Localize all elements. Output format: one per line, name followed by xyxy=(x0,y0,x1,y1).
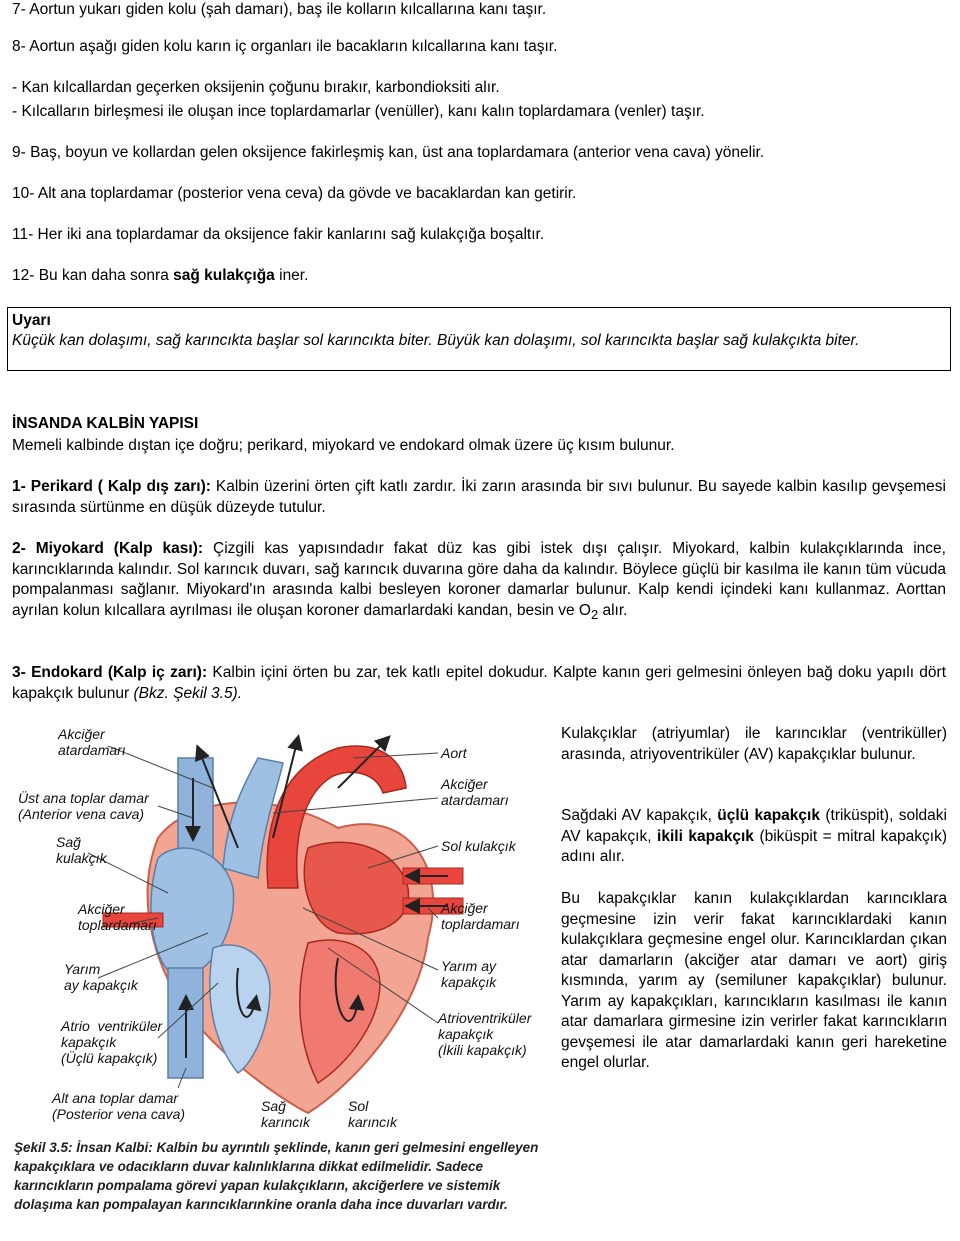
label-text: Sağ kulakçık xyxy=(56,834,107,866)
ikili-kapakcik: ikili kapakçık xyxy=(657,827,754,845)
paragraph-endokard xyxy=(12,663,946,704)
line-kan: - Kan kılcallardan geçerken oksijenin çoğunu bırakır, karbondioksiti alır. xyxy=(12,79,500,96)
label-ust-ana-toplar-damar xyxy=(18,790,149,822)
warning-box xyxy=(7,307,951,371)
label-text: Akciğer atardamarı xyxy=(58,726,126,758)
label-sol-karincik xyxy=(348,1098,397,1130)
label-text: Atrioventriküler kapakçık (İkili kapakçık) xyxy=(438,1010,532,1058)
line-11: 11- Her iki ana toplardamar da oksijence fakir kanlarını sağ kulakçığa boşaltır. xyxy=(12,226,545,243)
uclu-kapakcik: üçlü kapakçık xyxy=(717,807,820,824)
figure-caption xyxy=(14,1138,542,1214)
line-kilcal: - Kılcalların birleşmesi ile oluşan ince toplardamarlar (venüller), kanı kalın toplardamara (venler) taşır. xyxy=(12,103,705,120)
label-text: Yarım ay kapakçık xyxy=(441,958,497,990)
label-alt-ana-toplar-damar xyxy=(52,1090,185,1122)
perikard-head: 1- Perikard ( Kalp dış zarı): xyxy=(12,478,211,495)
label-text: Aort xyxy=(441,745,467,761)
line-9: 9- Baş, boyun ve kollardan gelen oksijence fakirleşmiş kan, üst ana toplardamara (anterior vena cava) yönelir. xyxy=(12,144,765,161)
caption-head: Şekil 3.5: İnsan Kalbi: xyxy=(14,1140,153,1155)
side-paragraph-3: Bu kapakçıklar kanın kulakçıklardan karıncıklara geçmesine izin verir fakat karıncıklardaki kanın kulakçıklara geçmesine engel olur. Karıncıklardan çıkan atar damarların (akciğer atar damarı ve aort) giriş kısmında, yarım ay (semiluner kapakçıklar) bulunur. Yarım ay kapakçıkları, karıncıkların kasılması ile kanın atar damarlara girmesine izin verirler fakat karıncıkların gevşemesi ile atar damarlardaki kanın geri hareketine engel olurlar. xyxy=(561,890,947,1071)
paragraph-miyokard xyxy=(12,539,946,625)
label-aort xyxy=(441,745,467,761)
heart-figure xyxy=(8,718,540,1130)
label-yarim-ay-left xyxy=(64,961,138,993)
o2-subscript: 2 xyxy=(590,606,599,622)
side-2-c: (triküspit), soldaki AV kapakçık, xyxy=(561,807,947,845)
label-akciger-toplardamari-right xyxy=(441,900,520,932)
endokard-text: Kalbin içini örten bu zar, tek katlı epitel dokudur. Kalpte kanın geri gelmesini önleyen bağ doku yapılı dört kapakçık bulunur xyxy=(12,664,946,702)
label-text: Akciğer toplardamarı xyxy=(78,901,157,933)
line-12-bold: sağ kulakçığa xyxy=(173,267,275,284)
label-yarim-ay-right xyxy=(441,958,496,990)
line-8: 8- Aortun aşağı giden kolu karın iç organları ile bacakların kılcallarına kanı taşır. xyxy=(12,38,558,55)
label-text: Sol kulakçık xyxy=(441,838,516,854)
label-akciger-atardamari-left xyxy=(58,726,126,758)
section-title: İNSANDA KALBİN YAPISI xyxy=(12,415,199,432)
label-sag-karincik xyxy=(261,1098,310,1130)
label-akciger-toplardamari-left xyxy=(78,901,157,933)
label-text: Sağ karıncık xyxy=(261,1098,311,1130)
label-text: Sol karıncık xyxy=(348,1098,398,1130)
label-text: Alt ana toplar damar (Posterior vena cava) xyxy=(52,1090,186,1122)
warning-title: Uyarı xyxy=(12,312,51,329)
label-atrioventrikuler-uclu xyxy=(61,1018,162,1066)
label-akciger-atardamari-right xyxy=(441,776,509,808)
miyokard-head: 2- Miyokard (Kalp kası): xyxy=(12,540,204,557)
line-7: 7- Aortun yukarı giden kolu (şah damarı), baş ile kolların kılcallarına kanı taşır. xyxy=(12,1,547,18)
section-intro: Memeli kalbinde dıştan içe doğru; perikard, miyokard ve endokard olmak üzere üç kısım bulunur. xyxy=(12,437,675,454)
miyokard-text: Çizgili kas yapısındadır fakat düz kas gibi istek dışı çalışır. Miyokard, kalbin kulakçıklarında ince, karıncıklarında kalındır. Sol karıncık duvarı, sağ karıncık duvarına göre daha da kalındır. Böylece güçlü bir kasılma ile kanın tüm vücuda pompalanması sağlanır. Miyokard'ın arasında kalbi besleyen koroner damarlar bulunur. Kalp kendi içindeki kanı kullanmaz. Aorttan ayrılan kolun kılcallara ayrılması ile oluşan koroner damarlardaki kandan, besin ve O xyxy=(12,540,946,619)
label-text: Üst ana toplar damar (Anterior vena cava) xyxy=(18,790,149,822)
line-10: 10- Alt ana toplardamar (posterior vena ceva) da gövde ve bacaklardan kan getirir. xyxy=(12,185,577,202)
paragraph-perikard xyxy=(12,477,946,518)
endokard-head: 3- Endokard (Kalp iç zarı): xyxy=(12,664,208,681)
label-text: Akciğer atardamarı xyxy=(441,776,509,808)
side-paragraph-1: Kulakçıklar (atriyumlar) ile karıncıklar (ventriküller) arasında, atriyoventriküler (AV) kapakçıklar bulunur. xyxy=(561,725,947,763)
figure-reference: (Bkz. Şekil 3.5). xyxy=(133,684,243,702)
line-12-a: 12- Bu kan daha sonra xyxy=(12,267,174,284)
miyokard-end: alır. xyxy=(598,601,628,619)
label-text: Atrio ventriküler kapakçık (Üçlü kapakçık) xyxy=(61,1018,163,1066)
line-12-c: iner. xyxy=(274,267,309,284)
label-text: Akciğer toplardamarı xyxy=(441,900,520,932)
label-text: Yarım ay kapakçık xyxy=(64,961,138,993)
perikard-text: Kalbin üzerini örten çift katlı zardır. İki zarın arasında bir sıvı bulunur. Bu sayede kalbin kasılıp gevşemesi sırasında sürtünme en düşük düzeyde tutulur. xyxy=(12,478,946,516)
caption-text: Kalbin bu ayrıntılı şeklinde, kanın geri gelmesini engelleyen kapakçıklara ve odacıkların duvar kalınlıklarına dikkat edilmelidir. Sadece karıncıkların pompalama görevi yapan kulakçıkların, akciğerlere ve sistemik dolaşıma kan pompalayan karıncıklarınkine oranla daha ince duvarları vardır. xyxy=(14,1140,539,1212)
side-2-a: Sağdaki AV kapakçık, xyxy=(561,807,718,824)
side-paragraph-2 xyxy=(561,806,947,868)
label-atrioventrikuler-ikili xyxy=(438,1010,531,1058)
line-12 xyxy=(12,266,308,286)
label-sol-kulakcik xyxy=(441,838,516,854)
warning-text: Küçük kan dolaşımı, sağ karıncıkta başlar sol karıncıkta biter. Büyük kan dolaşımı, sol karıncıkta başlar sağ kulakçıkta biter. xyxy=(12,332,860,349)
label-sag-kulakcik xyxy=(56,834,107,866)
side-2-e: (biküspit = mitral kapakçık) adını alır. xyxy=(561,827,947,865)
